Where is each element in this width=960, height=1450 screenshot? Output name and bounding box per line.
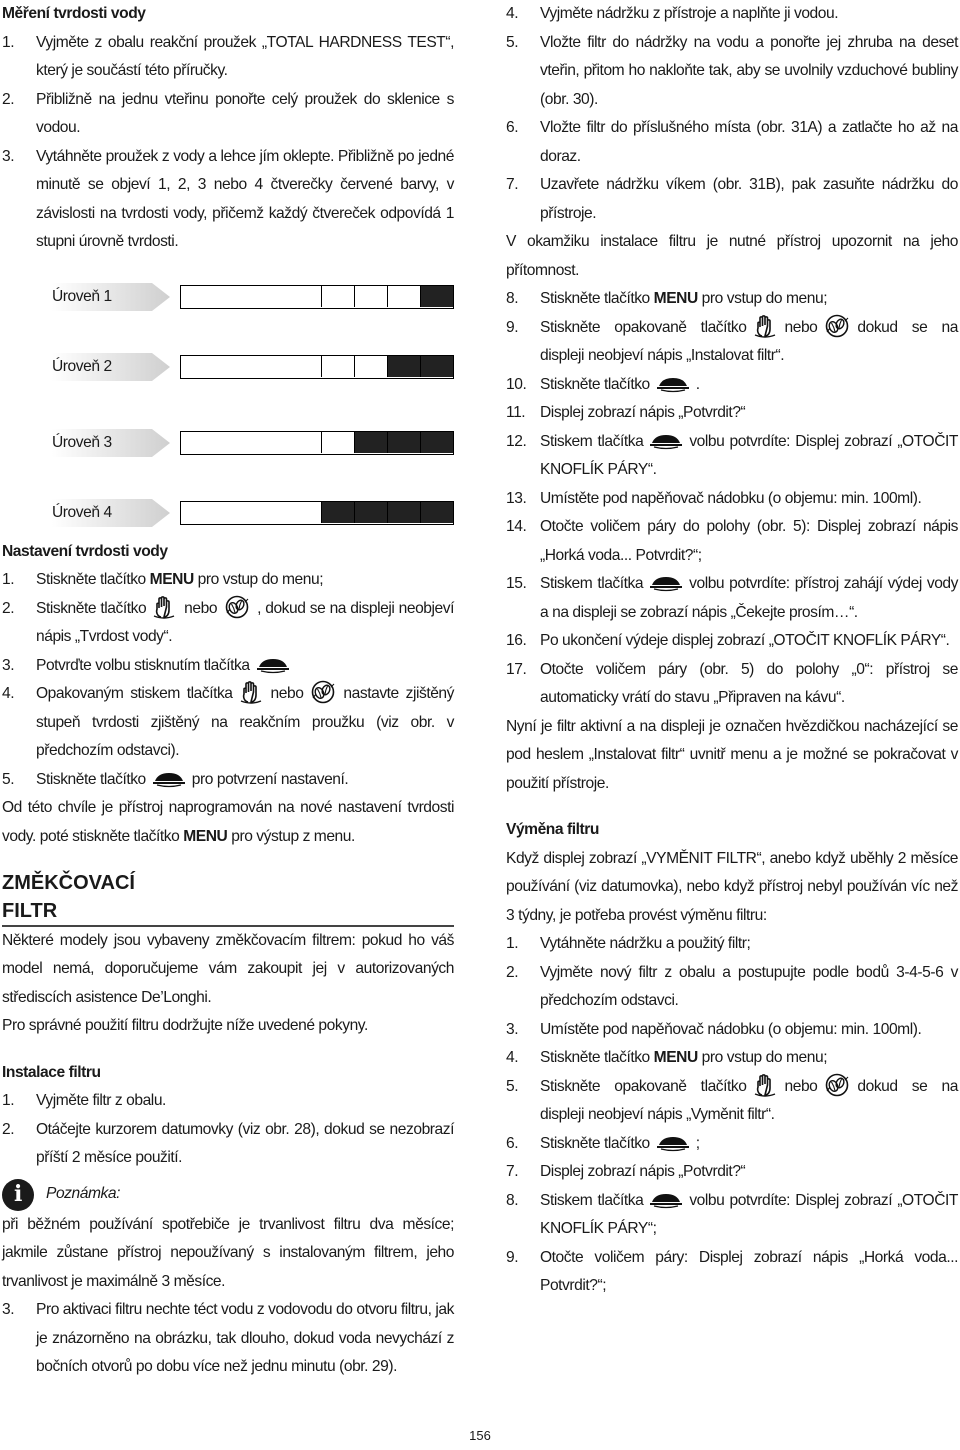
alert-text: V okamžiku instalace filtru je nutné přístroj upozornit na jeho přítomnost. xyxy=(506,233,958,279)
cup-ok-icon xyxy=(649,1187,683,1211)
hand-press-icon xyxy=(239,680,265,704)
list-item: 5. Stiskněte opakovaně tlačítko nebo dokud se na displeji neobjeví nápis „Vyměnit filtr“. xyxy=(506,1073,958,1130)
list-item: 1. Vyjměte filtr z obalu. xyxy=(2,1092,166,1109)
hand-press-icon xyxy=(152,595,178,619)
strip-square-colored xyxy=(321,502,354,523)
menu-keyword: MENU xyxy=(653,290,698,307)
note-label: Poznámka: xyxy=(46,1185,120,1203)
active-text: Nyní je filtr aktivní a na displeji je označen hvězdičkou nacházející se pod heslem „Instalovat filtr“ uvnitř menu a je možné se pokračovat v použití přístroje. xyxy=(506,717,958,792)
test-strip xyxy=(180,285,454,309)
list-item: 1. Stiskněte tlačítko MENU pro vstup do menu; xyxy=(2,571,324,588)
install-steps xyxy=(2,1087,454,1173)
list-item: 1. Vyjměte z obalu reakční proužek „TOTAL HARDNESS TEST“, který je součástí této příručky. xyxy=(2,33,454,79)
level-tag xyxy=(52,497,172,529)
list-item: 4. Vyjměte nádržku z přístroje a naplňte ji vodou. xyxy=(506,5,839,22)
cup-ok-icon xyxy=(656,1130,690,1154)
level-tag xyxy=(52,351,172,383)
level-label: Úroveň 2 xyxy=(52,357,112,375)
level-tag xyxy=(52,427,172,459)
hardness-levels-diagram xyxy=(2,263,454,538)
list-item: 8. Stiskněte tlačítko MENU pro vstup do menu; xyxy=(506,290,828,307)
list-item: 1. Vytáhněte nádržku a použitý filtr; xyxy=(506,935,751,952)
list-item: 4. Opakovaným stiskem tlačítka nebo nastavte zjištěný stupeň tvrdosti zjištěný na reakčním proužku (viz obr. v předchozím odstavci). xyxy=(2,680,454,766)
strip-square xyxy=(387,286,420,307)
list-item: 4. Stiskněte tlačítko MENU pro vstup do menu; xyxy=(506,1049,828,1066)
install-title: Instalace filtru xyxy=(2,1063,101,1081)
strip-square xyxy=(354,286,387,307)
strip-square xyxy=(321,432,354,453)
list-item: 17. Otočte voličem páry (obr. 5) do polohy „0“: přístroj se automaticky vrátí do stavu „Připraven na kávu“. xyxy=(506,660,958,706)
test-strip xyxy=(180,431,454,455)
list-item: 9. Stiskněte opakovaně tlačítko nebo dokud se na displeji neobjeví nápis „Instalovat filtr“. xyxy=(506,314,958,371)
list-item: 14. Otočte voličem páry do polohy (obr. 5): Displej zobrazí nápis „Horká voda... Potvrdit?“; xyxy=(506,518,958,564)
hardness-title: Měření tvrdosti vody xyxy=(2,5,146,22)
list-item: 2. Otáčejte kurzorem datumovky (viz obr. 28), dokud se nezobrazí příští 2 měsíce použití. xyxy=(2,1120,454,1166)
filter-intro-2: Pro správné použití filtru dodržujte níže uvedené pokyny. xyxy=(2,1017,368,1034)
level-label: Úroveň 1 xyxy=(52,287,112,305)
strip-square-colored xyxy=(354,432,387,453)
level-label: Úroveň 4 xyxy=(52,503,112,521)
level-3-row xyxy=(2,427,454,459)
note-header xyxy=(2,1179,454,1211)
strip-square-colored xyxy=(420,502,453,523)
cup-ok-icon xyxy=(649,428,683,452)
list-item: 16. Po ukončení výdeje displej zobrazí „OTOČIT KNOFLÍK PÁRY“. xyxy=(506,632,950,649)
list-item: 7. Uzavřete nádržku víkem (obr. 31B), pak zasuňte nádržku do přístroje. xyxy=(506,176,958,222)
menu-keyword: MENU xyxy=(653,1049,698,1066)
strip-square-colored xyxy=(420,356,453,377)
setting-outro: Od této chvíle je přístroj naprogramován na nové nastavení tvrdosti vody. poté stiskněte tlačítko MENU pro výstup z menu. xyxy=(2,799,454,845)
list-item: 10. Stiskněte tlačítko . xyxy=(506,371,958,400)
replace-steps xyxy=(506,930,958,1301)
right-column xyxy=(506,0,958,1301)
strip-square xyxy=(354,356,387,377)
list-item: 2. Přibližně na jednu vteřinu ponořte celý proužek do sklenice s vodou. xyxy=(2,90,454,136)
list-item: 7. Displej zobrazí nápis „Potvrdit?“ xyxy=(506,1163,746,1180)
replace-intro: Když displej zobrazí „VYMĚNIT FILTR“, anebo když uběhly 2 měsíce používání (viz datumovka), nebo když přístroj nebyl používán víc než 3 týdny, je potřeba provést výměnu filtru: xyxy=(506,849,958,924)
install-steps-cont xyxy=(2,1296,454,1382)
coffee-beans-icon xyxy=(823,1073,851,1097)
strip-square xyxy=(321,286,354,307)
list-item: 13. Umístěte pod napěňovač nádobku (o objemu: min. 100ml). xyxy=(506,489,922,507)
replace-title: Výměna filtru xyxy=(506,821,599,838)
menu-keyword: MENU xyxy=(183,827,228,845)
list-item: 9. Otočte voličem páry: Displej zobrazí nápis „Horká voda... Potvrdit?“; xyxy=(506,1248,958,1294)
hand-press-icon xyxy=(753,314,779,338)
level-4-row xyxy=(2,497,454,529)
cup-ok-icon xyxy=(152,766,186,790)
list-item: 3. Pro aktivaci filtru nechte téct vodu z vodovodu do otvoru filtru, jak je znázorněno na obrázku, tak dlouho, dokud voda nevychází z bočních otvorů po dobu více než jednu minutu (obr. 29). xyxy=(2,1301,454,1375)
coffee-beans-icon xyxy=(823,314,851,338)
filter-intro: Některé modely jsou vybaveny změkčovacím filtrem: pokud ho váš model nemá, doporučujeme vám zakoupit jej v autorizovaných střediscích asistence De’Longhi. xyxy=(2,931,454,1006)
install-steps-continued xyxy=(506,0,958,228)
list-item: 5. Stiskněte tlačítko pro potvrzení nastavení. xyxy=(2,766,454,795)
test-strip xyxy=(180,501,454,525)
level-2-row xyxy=(2,351,454,383)
strip-square-colored xyxy=(387,502,420,523)
list-item: 12. Stiskem tlačítka volbu potvrdíte: Displej zobrazí „OTOČIT KNOFLÍK PÁRY“. xyxy=(506,428,958,485)
list-item: 2. Vyjměte nový filtr z obalu a postupujte podle bodů 3-4-5-6 v předchozím odstavci. xyxy=(506,963,958,1009)
list-item: 3. Vytáhněte proužek z vody a lehce jím oklepte. Přibližně po jedné minutě se objeví 1, 2, 3 nebo 4 čtverečky červené barvy, v závislosti na tvrdosti vody, přičemž každý čtvereček odpovídá 1 stupni úrovně tvrdosti. xyxy=(2,147,454,250)
list-item: 3. Potvrďte volbu stisknutím tlačítka xyxy=(2,652,454,681)
cup-ok-icon xyxy=(656,371,690,395)
strip-square-colored xyxy=(387,432,420,453)
strip-square-colored xyxy=(420,432,453,453)
strip-square-colored xyxy=(387,356,420,377)
info-icon: i xyxy=(2,1179,34,1211)
list-item: 6. Stiskněte tlačítko ; xyxy=(506,1130,958,1159)
strip-square xyxy=(321,356,354,377)
page-number: 156 xyxy=(469,1428,491,1443)
cup-ok-icon xyxy=(256,652,290,676)
list-item: 3. Umístěte pod napěňovač nádobku (o objemu: min. 100ml). xyxy=(506,1020,922,1038)
menu-steps xyxy=(506,285,958,713)
filter-title: ZMĚKČOVACÍ FILTR xyxy=(2,869,190,926)
level-label: Úroveň 3 xyxy=(52,433,112,451)
level-1-row xyxy=(2,281,454,313)
hardness-steps xyxy=(2,29,454,257)
list-item: 15. Stiskem tlačítka volbu potvrdíte: přístroj zahájí výdej vody a na displeji se zobrazí nápis „Čekejte prosím…“. xyxy=(506,570,958,627)
list-item: 11. Displej zobrazí nápis „Potvrdit?“ xyxy=(506,404,746,421)
hand-press-icon xyxy=(753,1073,779,1097)
note-text: při běžném používání spotřebiče je trvanlivost filtru dva měsíce; jakmile zůstane přístroj nepoužívaný s instalovaným filtrem, jeho trvanlivost je maximálně 3 měsíce. xyxy=(2,1215,454,1290)
test-strip xyxy=(180,355,454,379)
list-item: 2. Stiskněte tlačítko nebo , dokud se na displeji neobjeví nápis „Tvrdost vody“. xyxy=(2,595,454,652)
coffee-beans-icon xyxy=(223,595,251,619)
cup-ok-icon xyxy=(649,570,683,594)
list-item: 5. Vložte filtr do nádržky na vodu a ponořte jej zhruba na deset vteřin, přitom ho nakloňte tak, aby se uvolnily vzduchové bubliny (obr. 30). xyxy=(506,33,958,108)
setting-steps xyxy=(2,566,454,794)
menu-keyword: MENU xyxy=(149,571,194,588)
setting-title: Nastavení tvrdosti vody xyxy=(2,542,168,560)
coffee-beans-icon xyxy=(309,680,337,704)
level-tag xyxy=(52,281,172,313)
strip-square-colored xyxy=(354,502,387,523)
list-item: 6. Vložte filtr do příslušného místa (obr. 31A) a zatlačte ho až na doraz. xyxy=(506,119,958,165)
list-item: 8. Stiskem tlačítka volbu potvrdíte: Displej zobrazí „OTOČIT KNOFLÍK PÁRY“; xyxy=(506,1187,958,1244)
left-column xyxy=(2,0,454,1382)
strip-square-colored xyxy=(420,286,453,307)
